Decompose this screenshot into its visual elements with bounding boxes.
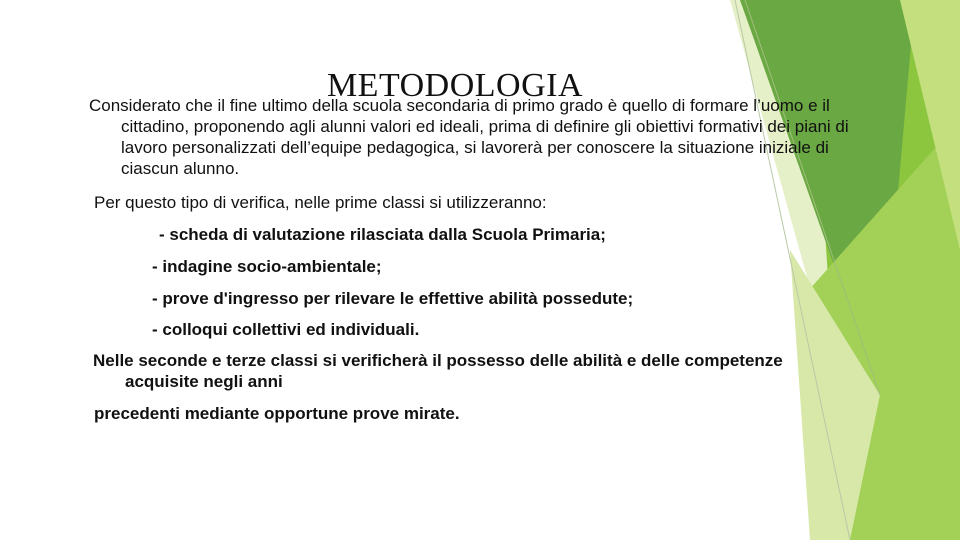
later-classes-block — [93, 350, 813, 392]
slide-title: METODOLOGIA — [326, 67, 584, 104]
list-item-3: - prove d'ingresso per rilevare le effettive abilità possedute; — [152, 289, 634, 308]
closing-line: precedenti mediante opportune prove mirate. — [94, 404, 460, 423]
list-item-2: - indagine socio-ambientale; — [152, 257, 382, 276]
list-item-4: - colloqui collettivi ed individuali. — [152, 320, 420, 339]
list-item-1: - scheda di valutazione rilasciata dalla Scuola Primaria; — [159, 225, 606, 244]
verification-intro: Per questo tipo di verifica, nelle prime classi si utilizzeranno: — [94, 193, 547, 212]
intro-paragraph-block — [89, 95, 879, 179]
intro-paragraph: Considerato che il fine ultimo della scuola secondaria di primo grado è quello di formare l’uomo e il cittadino, proponendo agli alunni valori ed ideali, prima di definire gli obiettivi formativi dei piani di lavoro personalizzati dell’equipe pedagogica, si lavorerà per conoscere la situazione iniziale di ciascun alunno. — [89, 96, 849, 178]
later-classes-paragraph: Nelle seconde e terze classi si verificherà il possesso delle abilità e delle competenze acquisite negli anni — [93, 351, 783, 391]
